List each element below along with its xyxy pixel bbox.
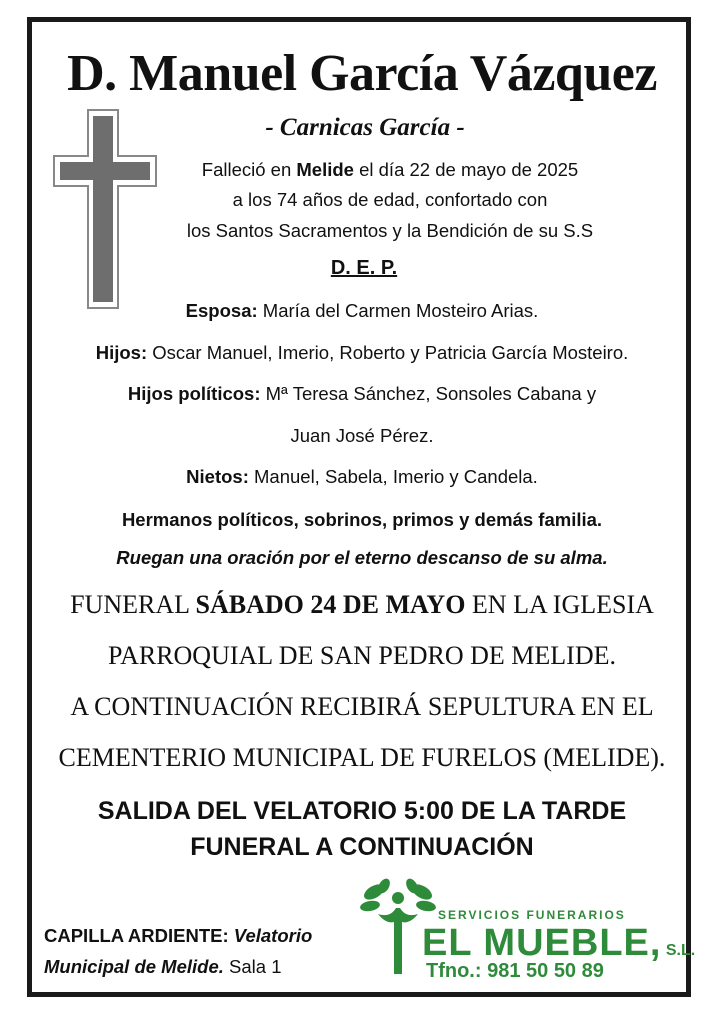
- salida-line-2: FUNERAL A CONTINUACIÓN: [190, 833, 534, 861]
- cross-icon: [52, 108, 158, 310]
- funeral-line-4: CEMENTERIO MUNICIPAL DE FURELOS (MELIDE).: [58, 743, 666, 772]
- hijos-politicos-line: Hijos políticos: Mª Teresa Sánchez, Sonsoles Cabana y: [127, 383, 597, 404]
- capilla-line-1: CAPILLA ARDIENTE: Velatorio: [44, 925, 313, 946]
- hermanos-line: Hermanos políticos, sobrinos, primos y demás familia.: [121, 509, 603, 530]
- logo-brand: EL MUEBLE, S.L.: [422, 922, 696, 964]
- death-place: Melide: [296, 159, 354, 180]
- logo-phone: Tfno.: 981 50 50 89: [426, 960, 604, 982]
- death-info-line-1: Falleció en Melide el día 22 de mayo de 2025: [201, 159, 579, 180]
- death-info-line-3: los Santos Sacramentos y la Bendición de su S.S: [186, 220, 594, 241]
- death-info-line-2: a los 74 años de edad, confortado con: [232, 189, 548, 210]
- business-name: - Carnicas García -: [265, 114, 465, 141]
- logo-services: SERVICIOS FUNERARIOS: [438, 908, 626, 922]
- funeral-line-1: FUNERAL SÁBADO 24 DE MAYO EN LA IGLESIA: [70, 590, 654, 619]
- capilla-line-2: Municipal de Melide. Sala 1: [44, 956, 282, 977]
- funeral-line-2: PARROQUIAL DE SAN PEDRO DE MELIDE.: [108, 641, 616, 670]
- dep-heading: D. E. P.: [330, 257, 398, 279]
- hijos-line: Hijos: Oscar Manuel, Imerio, Roberto y Patricia García Mosteiro.: [95, 342, 629, 363]
- ruegan-line: Ruegan una oración por el eterno descanso de su alma.: [116, 547, 608, 568]
- hijos-politicos-continuation: Juan José Pérez.: [290, 425, 434, 446]
- funeral-home-logo: [360, 878, 696, 988]
- nietos-line: Nietos: Manuel, Sabela, Imerio y Candela.: [186, 466, 538, 487]
- funeral-date: SÁBADO 24 DE MAYO: [195, 590, 466, 619]
- salida-line-1: SALIDA DEL VELATORIO 5:00 DE LA TARDE: [97, 797, 627, 825]
- funeral-line-3: A CONTINUACIÓN RECIBIRÁ SEPULTURA EN EL: [70, 692, 654, 721]
- deceased-name: D. Manuel García Vázquez: [67, 45, 657, 102]
- esposa-line: Esposa: María del Carmen Mosteiro Arias.: [185, 300, 539, 321]
